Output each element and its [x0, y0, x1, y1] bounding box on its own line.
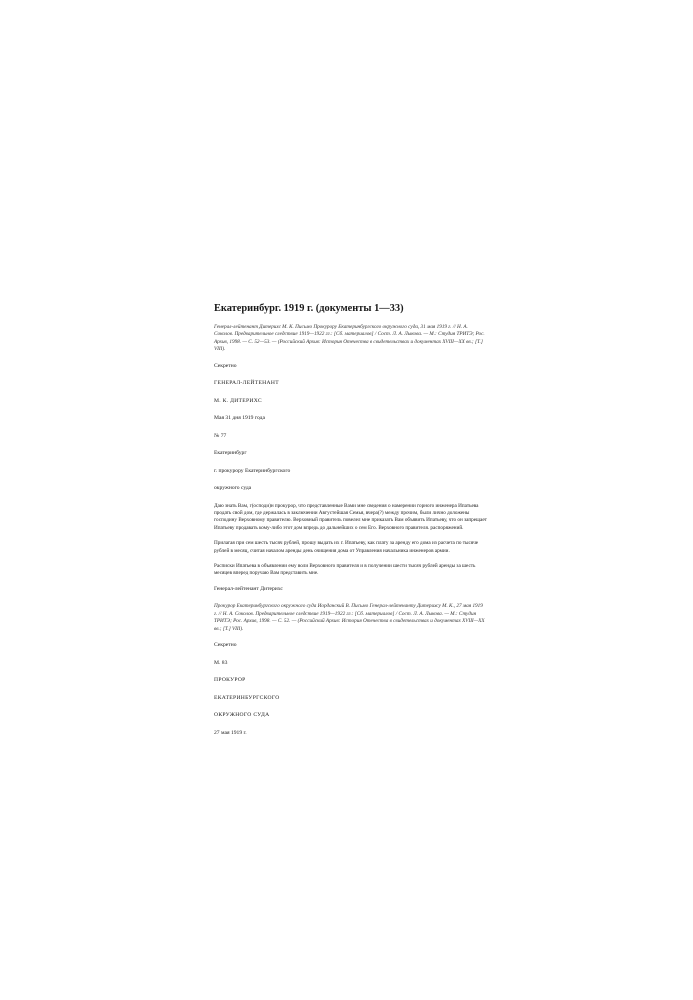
letter-date: Мая 31 дня 1919 года	[214, 415, 265, 422]
signature: Генерал-лейтенант Дитерихс	[214, 585, 283, 592]
paragraph-2: Прилагая при сем шесть тысяч рублей, прошу выдать их г. Ипатьеву, как плату за аренду его дома из расчета по тысяче рублей в месяц, считая началом аренды день очищения дома от Управления начальника инженеров армии.	[214, 540, 479, 554]
paragraph-3: Расписки Ипатьева в объявлении ему воли Верховного правителя и в получении шести тысяч рублей аренды за шесть месяцев вперед поручаю Вам представить мне.	[214, 563, 476, 577]
sender-line-3: ОКРУЖНОГО СУДА	[214, 712, 270, 718]
rank-line: ГЕНЕРАЛ-ЛЕЙТЕНАНТ	[214, 380, 279, 387]
letter-date-2: 27 мая 1919 г.	[214, 729, 247, 736]
document-page	[214, 303, 487, 747]
letter-number: № 77	[214, 432, 227, 439]
sender-name: М. К. ДИТЕРИХС	[214, 397, 262, 404]
letter-number-2: М. 83	[214, 659, 228, 666]
secret-label-2: Секретно	[214, 642, 237, 648]
paragraph-1: Даю знать Вам, г(осподи)н прокурор, что представленные Вами мне сведения о намерении горного инженера Ипатьева продать свой дом, где держалась в заключении Августейшая Семья, вчера(?) между прочим, были лично доложены господину Верховному правителю. Верховный правитель повелел мне приказать Вам объявить Ипатьеву, что он запрещает Ипатьеву продавать кому-либо этот дом впредь до дальнейших о сем Его. Верховного правителя. распоряжений.	[214, 502, 487, 531]
addressee-line-2: окружного суда	[214, 485, 252, 492]
secret-label: Секретно	[214, 362, 237, 369]
sender-line-1: ПРОКУРОР	[214, 677, 246, 683]
addressee-line-1: г. прокурору Екатеринбургского	[214, 467, 291, 474]
citation-doc2: Прокурор Екатеринбургского окружного суда Иорданский В. Письмо Генерал-лейтенанту Дитерихсу М. К., 27 мая 1919 г. // Н. А. Соколов. Предварительное следствие 1919—1922 гг.: [Сб. материалов] / Сост. Л. А. Лыкова. — М.: Студия ТРИТЭ; Рос. Архив, 1998. — С. 52. — (Российский Архив: История Отечества в свидетельствах и документах XVIII—XX вв.; [Т.] VIII).	[214, 603, 485, 632]
page-title: Екатеринбург. 1919 г. (документы 1—33)	[214, 303, 404, 314]
sender-line-2: ЕКАТЕРИНБУРГСКОГО	[214, 694, 280, 701]
citation-doc1: Генерал-лейтенант Дитерихс М. К. Письмо Прокурору Екатеринбургского окружного суда, 31 мая 1919 г. // Н. А. Соколов. Предварительное следствие 1919—1922 гг.: [Сб. материалов] / Сост. Л. А. Лыкова. — М.: Студия ТРИТЭ; Рос. Архив, 1998. — С. 52—53. — (Российский Архив: История Отечества в свидетельствах и документах XVIII—XX вв.; [Т.] VIII).	[214, 324, 485, 353]
letter-city: Екатеринбург	[214, 450, 247, 457]
